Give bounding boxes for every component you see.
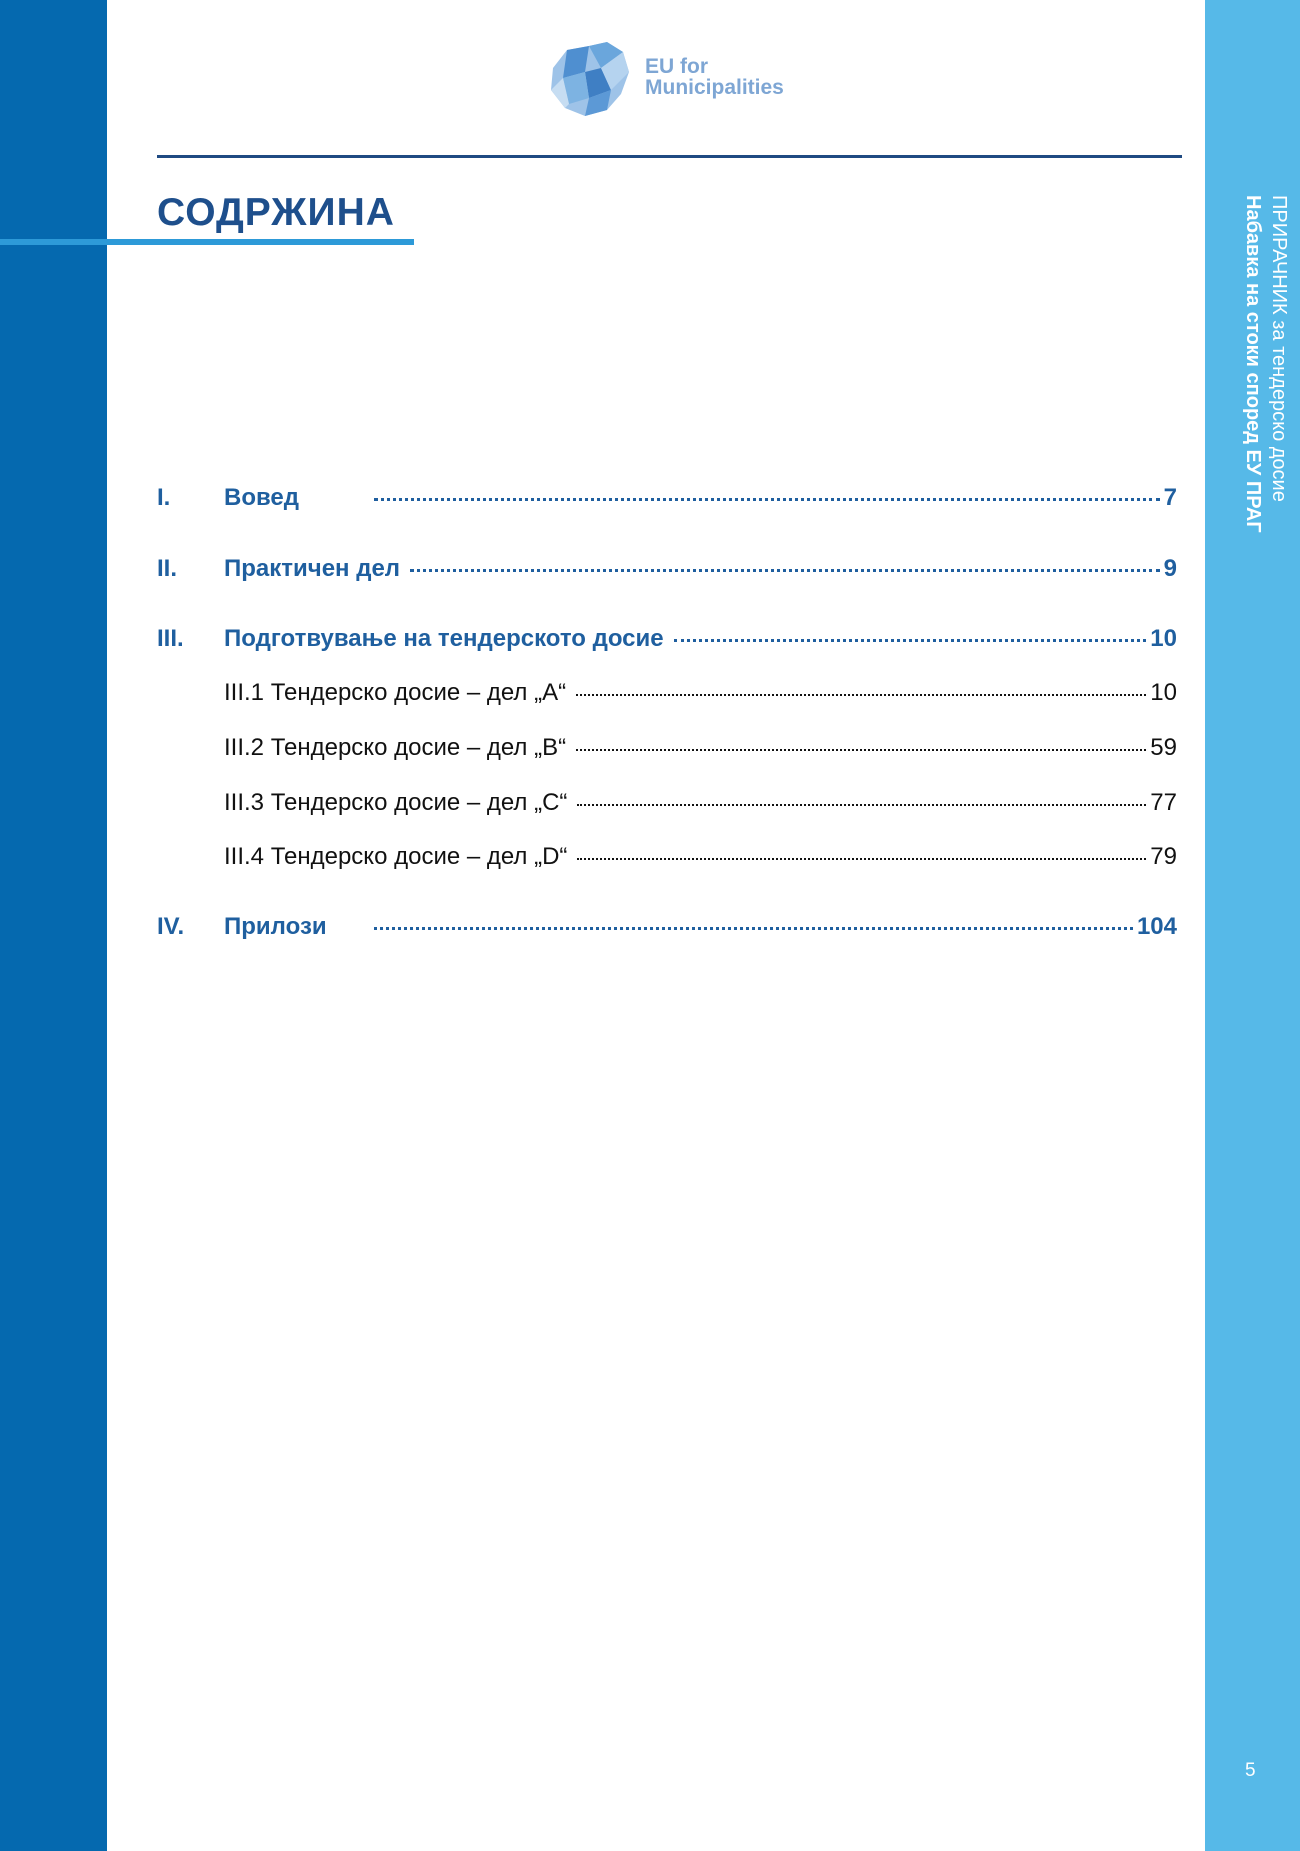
toc-entry-label: III.1 Тендерско досие – дел „А“ [224,679,567,706]
toc-entry-number: III. [157,625,184,652]
toc-leader-dots [576,749,1146,751]
toc-entry-label: Подготвување на тендерското досие [224,625,664,652]
left-color-band [0,0,107,1851]
logo-line-2: Municipalities [645,76,784,99]
toc-entry-page: 10 [1150,679,1177,706]
toc-leader-dots [576,694,1146,696]
eu-for-municipalities-logo [545,38,805,122]
logo-text [645,56,784,98]
toc-leader-dots [674,639,1147,642]
toc-entry-2[interactable] [157,555,1177,589]
toc-entry-number: II. [157,555,178,582]
toc-entry-number: I. [157,484,171,511]
toc-leader-dots [374,927,1133,930]
title-underline [0,239,414,245]
toc-entry-label: Вовед [224,484,300,511]
toc-entry-label: III.4 Тендерско досие – дел „D“ [224,843,568,870]
sidebar-title-line-2: Набавка на стоки според ЕУ ПРАГ [1242,195,1264,533]
toc-entry-3-4[interactable] [157,843,1177,877]
toc-leader-dots [577,804,1146,806]
page-title: СОДРЖИНА [157,191,395,234]
toc-entry-3-1[interactable] [157,679,1177,713]
page-number: 5 [1245,1760,1256,1781]
toc-leader-dots [374,498,1160,501]
toc-leader-dots [577,858,1146,860]
toc-entry-page: 77 [1150,789,1177,816]
toc-entry-3-3[interactable] [157,789,1177,823]
toc-entry-label: III.3 Тендерско досие – дел „C“ [224,789,568,816]
toc-entry-3-2[interactable] [157,734,1177,768]
toc-entry-3[interactable] [157,625,1177,659]
toc-entry-4[interactable] [157,913,1177,947]
toc-entry-1[interactable] [157,484,1177,518]
logo-line-1: EU for [645,55,708,78]
toc-entry-page: 7 [1163,484,1177,511]
header-rule [157,155,1182,158]
toc-entry-page: 9 [1163,555,1177,582]
toc-entry-page: 79 [1150,843,1177,870]
toc-entry-label: Практичен дел [224,555,401,582]
toc-leader-dots [410,569,1160,572]
toc-entry-page: 104 [1136,913,1177,940]
sidebar-title-line-1: ПРИРАЧНИК за тендерско досие [1268,195,1290,502]
toc-entry-label: III.2 Тендерско досие – дел „В“ [224,734,567,761]
toc-entry-number: IV. [157,913,185,940]
toc-entry-label: Прилози [224,913,327,940]
logo-map-icon [545,38,645,122]
toc-entry-page: 10 [1150,625,1177,652]
toc-entry-page: 59 [1150,734,1177,761]
